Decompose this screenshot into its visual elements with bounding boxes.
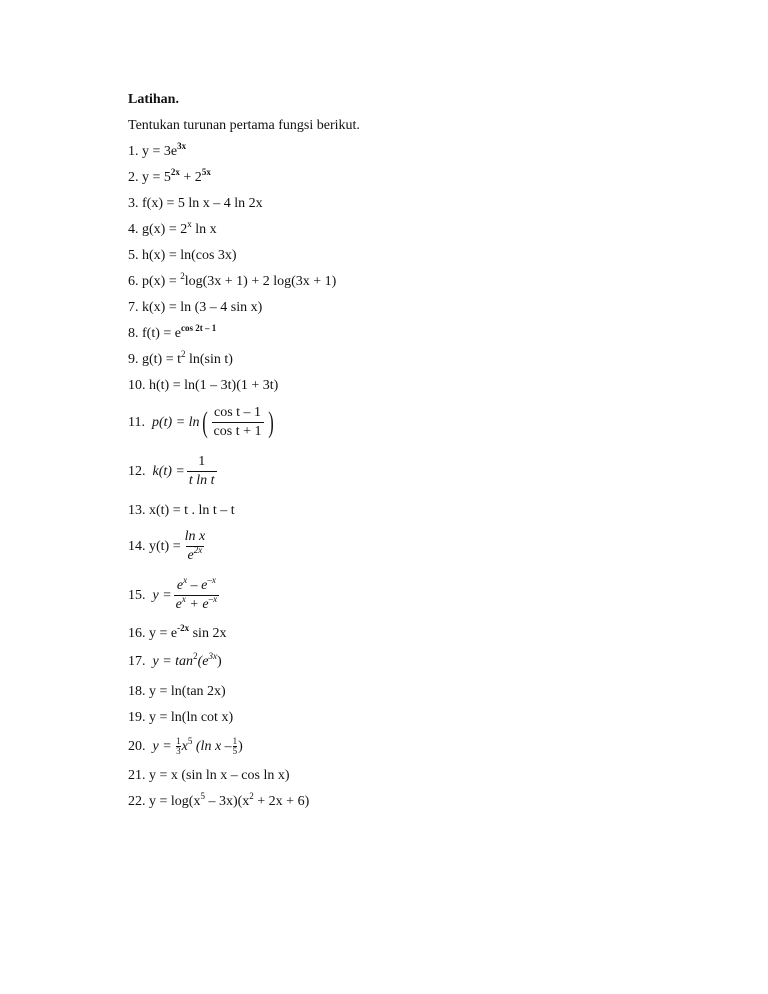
problem-22: 22. $y = \log(x^5 - 3x)(x^2 + 2x + 6)$ bbox=[128, 791, 310, 809]
fraction: $\frac{\text{ln x}}{e^{2x}}$ bbox=[184, 529, 206, 564]
small-fraction: $\frac{1}{3}$ bbox=[176, 736, 181, 757]
problem-5: 5. h(x) = ln(cos 3x) bbox=[128, 248, 237, 263]
problem-11: 11. p(t) = ln( $\frac{\text{cos t – 1}}{\text{cos t + 1}}$ ) bbox=[128, 405, 274, 440]
section-title: Latihan. bbox=[128, 92, 179, 107]
problem-14: 14. y(t) = $\frac{\text{ln x}}{e^{2x}}$ bbox=[128, 529, 206, 564]
problem-2: 2. $y = 5^{2x} + 2^{5x}$ bbox=[128, 167, 211, 185]
fraction: $\frac{e^x - e^{-x}}{e^x + e^{-x}}$ bbox=[175, 575, 218, 613]
problem-18: 18. y = ln(tan 2x) bbox=[128, 684, 226, 699]
problem-16: 16. $y = e^{-2x}$ sin 2x bbox=[128, 623, 227, 641]
problem-10: 10. h(t) = ln(1 – 3t)(1 + 3t) bbox=[128, 378, 279, 393]
problem-15: 15. y = $\frac{e^x - e^{-x}}{e^x + e^{-x}}$ bbox=[128, 575, 218, 613]
small-fraction: $\frac{1}{5}$ bbox=[232, 736, 238, 757]
problem-19: 19. y = ln(ln cot x) bbox=[128, 710, 234, 725]
problem-6: 6. p(x) = $^2$log(3x + 1) + 2 log(3x + 1) bbox=[128, 271, 337, 289]
problem-7: 7. k(x) = ln (3 – 4 sin x) bbox=[128, 300, 263, 315]
problem-13: 13. x(t) = t . ln t – t bbox=[128, 503, 235, 518]
problem-8: 8. $f(t) = e^{cos 2t - 1}$ bbox=[128, 323, 217, 341]
problem-3: 3. f(x) = 5 ln x – 4 ln 2x bbox=[128, 196, 263, 211]
problem-1: 1. $y = 3e^{3x}$ bbox=[128, 141, 187, 159]
fraction: $\frac{1}{\text{t ln t}}$ bbox=[188, 454, 215, 489]
problem-20: 20. y = $\frac{1}{3}$ $x^5$ (ln x – $\frac{1}{5}$ ) bbox=[128, 736, 243, 757]
problem-17: 17. $y = \tan^2(e^{3x})$ bbox=[128, 651, 222, 669]
problem-9: 9. $g(t) = t^2$ ln(sin t) bbox=[128, 349, 233, 367]
problem-4: 4. $g(x) = 2^x$ ln x bbox=[128, 219, 217, 237]
problem-21: 21. y = x (sin ln x – cos ln x) bbox=[128, 768, 290, 783]
instruction-text: Tentukan turunan pertama fungsi berikut. bbox=[128, 118, 360, 133]
problem-12: 12. k(t) = $\frac{1}{\text{t ln t}}$ bbox=[128, 454, 215, 489]
fraction: $\frac{\text{cos t – 1}}{\text{cos t + 1}}$ bbox=[213, 405, 262, 440]
